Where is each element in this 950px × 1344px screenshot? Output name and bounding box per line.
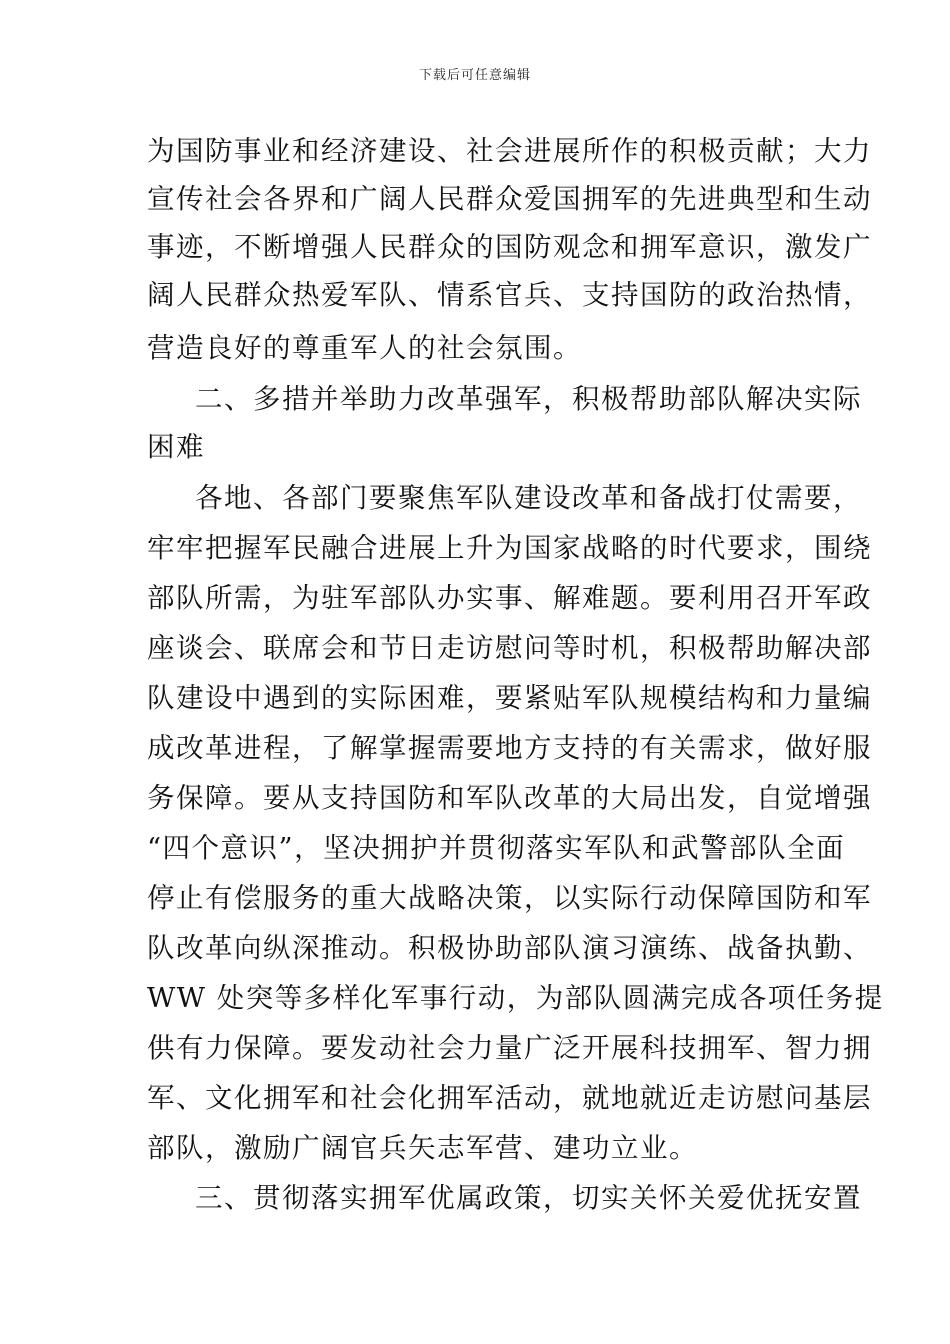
- body-line: 部队，激励广阔官兵矢志军营、建功立业。: [147, 1132, 698, 1164]
- body-line: 阔人民群众热爱军队、情系官兵、支持国防的政治热情，: [147, 279, 872, 311]
- section-heading-continued: 困难: [147, 431, 205, 463]
- page-header-note: 下载后可任意编辑: [418, 68, 531, 83]
- body-line: 营造良好的尊重军人的社会氛围。: [147, 332, 582, 364]
- body-line: 务保障。要从支持国防和军队改革的大局出发，自觉增强: [147, 782, 872, 814]
- body-line: “四个意识”，坚决拥护并贯彻落实军队和武警部队全面: [147, 832, 846, 864]
- body-line: 牢牢把握军民融合进展上升为国家战略的时代要求，围绕: [147, 532, 872, 564]
- body-line: 队改革向纵深推动。积极协助部队演习演练、战备执勤、: [147, 932, 872, 964]
- section-heading: 三、贯彻落实拥军优属政策，切实关怀关爱优抚安置: [195, 1182, 862, 1214]
- body-line: 部队所需，为驻军部队办实事、解难题。要利用召开军政: [147, 582, 872, 614]
- body-line: 事迹，不断增强人民群众的国防观念和拥军意识，激发广: [147, 231, 872, 263]
- body-line: 宣传社会各界和广阔人民群众爱国拥军的先进典型和生动: [147, 183, 872, 215]
- body-line: 停止有偿服务的重大战略决策，以实际行动保障国防和军: [147, 882, 872, 914]
- body-line: 成改革进程，了解掌握需要地方支持的有关需求，做好服: [147, 732, 872, 764]
- section-heading: 二、多措并举助力改革强军，积极帮助部队解决实际: [195, 383, 862, 415]
- body-line: 各地、各部门要聚焦军队建设改革和备战打仗需要，: [195, 482, 862, 514]
- body-line: 为国防事业和经济建设、社会进展所作的积极贡献；大力: [147, 135, 872, 167]
- body-line: 队建设中遇到的实际困难，要紧贴军队规模结构和力量编: [147, 682, 872, 714]
- body-line: 军、文化拥军和社会化拥军活动，就地就近走访慰问基层: [147, 1082, 872, 1114]
- body-line: 供有力保障。要发动社会力量广泛开展科技拥军、智力拥: [147, 1032, 872, 1064]
- body-line: 座谈会、联席会和节日走访慰问等时机，积极帮助解决部: [147, 632, 872, 664]
- body-line: WW 处突等多样化军事行动，为部队圆满完成各项任务提: [147, 982, 884, 1014]
